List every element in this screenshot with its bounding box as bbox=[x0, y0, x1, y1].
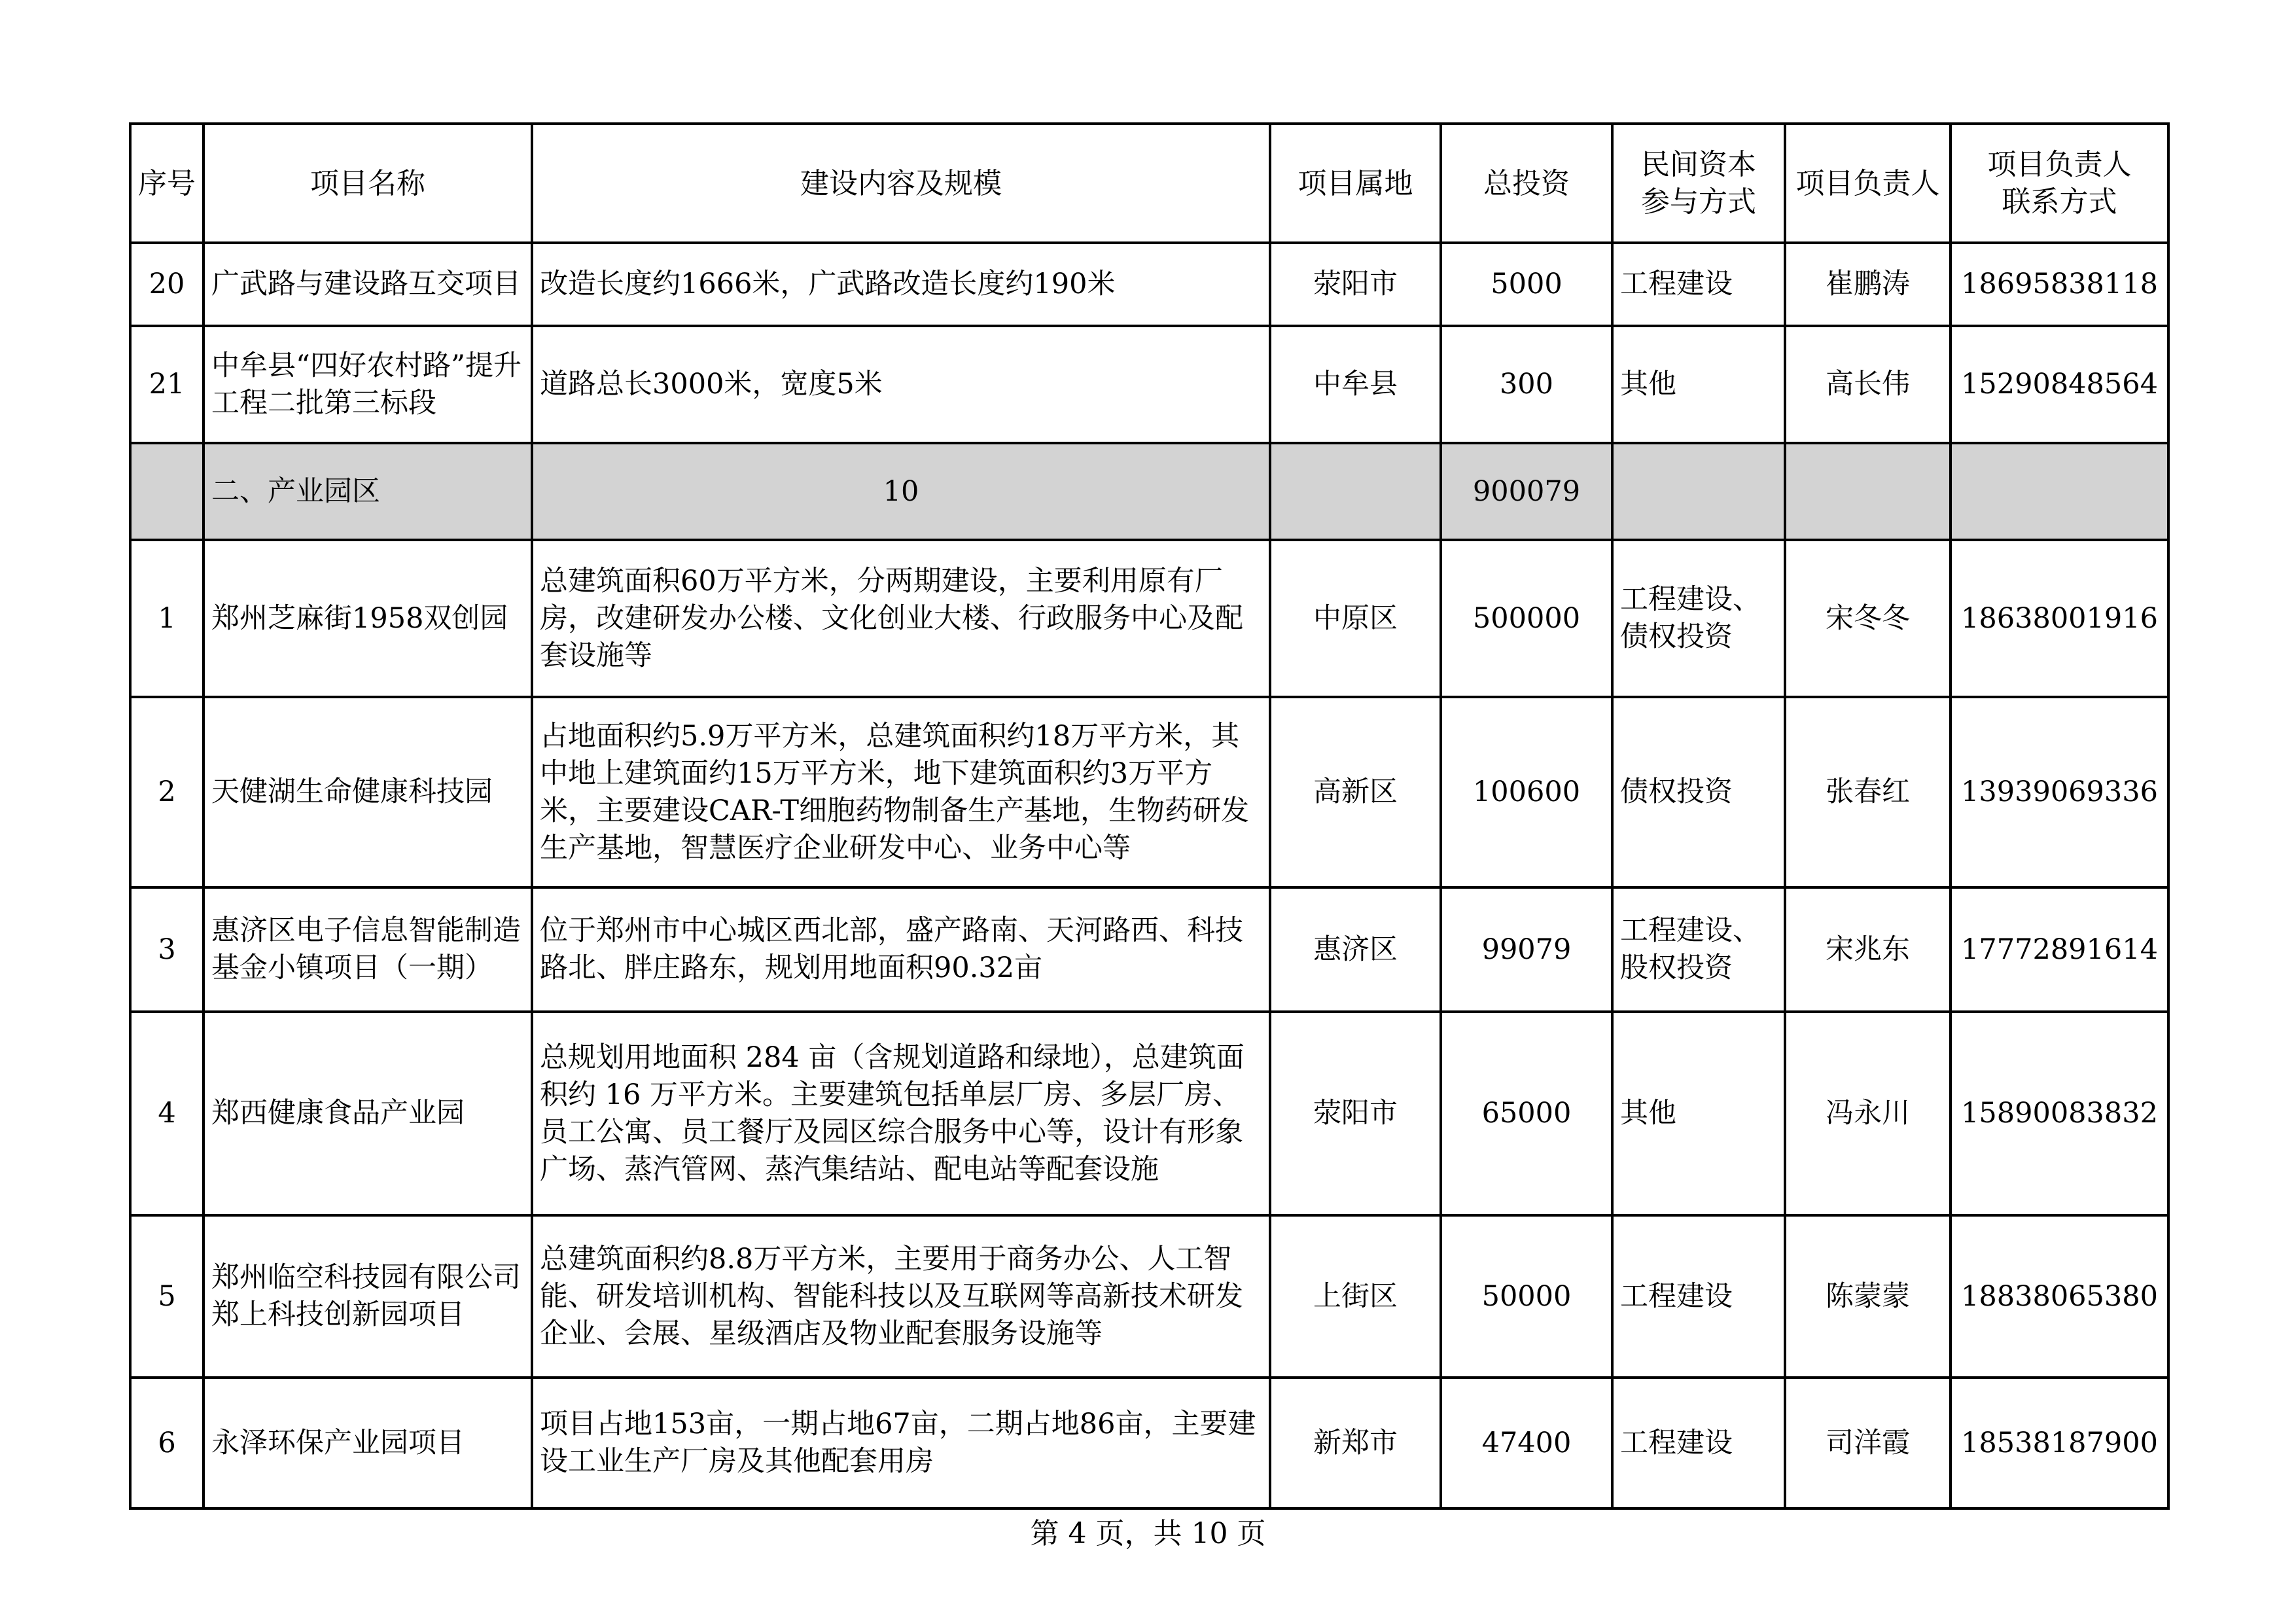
cell-capital: 工程建设、债权投资 bbox=[1612, 540, 1785, 697]
cell-manager: 宋兆东 bbox=[1785, 887, 1951, 1012]
cell-phone: 15290848564 bbox=[1951, 326, 2168, 443]
header-contact bbox=[1951, 124, 2168, 243]
cell-name: 中牟县“四好农村路”提升工程二批第三标段 bbox=[203, 326, 532, 443]
cell-location: 荥阳市 bbox=[1270, 1012, 1441, 1215]
cell-phone: 17772891614 bbox=[1951, 887, 2168, 1012]
header-location: 项目属地 bbox=[1270, 124, 1441, 243]
cell-manager: 司洋霞 bbox=[1785, 1378, 1951, 1508]
cell-seq: 4 bbox=[130, 1012, 203, 1215]
header-seq: 序号 bbox=[130, 124, 203, 243]
cell-name: 惠济区电子信息智能制造基金小镇项目（一期） bbox=[203, 887, 532, 1012]
table-row bbox=[130, 540, 2168, 697]
cell-location: 中牟县 bbox=[1270, 326, 1441, 443]
cell-seq: 5 bbox=[130, 1215, 203, 1378]
header-contact-line2: 联系方式 bbox=[2002, 185, 2117, 219]
cell-investment: 65000 bbox=[1441, 1012, 1612, 1215]
table-row bbox=[130, 1215, 2168, 1378]
cell-investment: 300 bbox=[1441, 326, 1612, 443]
cell-location: 荥阳市 bbox=[1270, 243, 1441, 326]
cell-investment: 99079 bbox=[1441, 887, 1612, 1012]
page-number: 第 4 页，共 10 页 bbox=[1030, 1517, 1266, 1550]
cell-seq: 6 bbox=[130, 1378, 203, 1508]
cell-capital: 工程建设 bbox=[1612, 1378, 1785, 1508]
cell-content: 位于郑州市中心城区西北部，盛产路南、天河路西、科技路北、胖庄路东，规划用地面积90.32亩 bbox=[532, 887, 1270, 1012]
header-content: 建设内容及规模 bbox=[532, 124, 1270, 243]
cell-location: 惠济区 bbox=[1270, 887, 1441, 1012]
cell-name: 郑西健康食品产业园 bbox=[203, 1012, 532, 1215]
cell-seq: 21 bbox=[130, 326, 203, 443]
cell-seq: 1 bbox=[130, 540, 203, 697]
header-contact-line1: 项目负责人 bbox=[1987, 148, 2132, 181]
section-title: 二、产业园区 bbox=[203, 443, 532, 540]
header-capital bbox=[1612, 124, 1785, 243]
cell-name: 郑州临空科技园有限公司郑上科技创新园项目 bbox=[203, 1215, 532, 1378]
section-investment: 900079 bbox=[1441, 443, 1612, 540]
cell-manager: 高长伟 bbox=[1785, 326, 1951, 443]
section-phone-cell bbox=[1951, 443, 2168, 540]
table-row bbox=[130, 1012, 2168, 1215]
cell-phone: 18838065380 bbox=[1951, 1215, 2168, 1378]
cell-manager: 崔鹏涛 bbox=[1785, 243, 1951, 326]
cell-manager: 宋冬冬 bbox=[1785, 540, 1951, 697]
header-name: 项目名称 bbox=[203, 124, 532, 243]
cell-investment: 5000 bbox=[1441, 243, 1612, 326]
cell-content: 总建筑面积约8.8万平方米，主要用于商务办公、人工智能、研发培训机构、智能科技以及互联网等高新技术研发企业、会展、星级酒店及物业配套服务设施等 bbox=[532, 1215, 1270, 1378]
table-row bbox=[130, 887, 2168, 1012]
section-row bbox=[130, 443, 2168, 540]
cell-name: 郑州芝麻街1958双创园 bbox=[203, 540, 532, 697]
cell-content: 占地面积约5.9万平方米，总建筑面积约18万平方米，其中地上建筑面约15万平方米，地下建筑面积约3万平方米，主要建设CAR-T细胞药物制备生产基地，生物药研发生产基地，智慧医疗企业研发中心、业务中心等 bbox=[532, 697, 1270, 887]
header-row bbox=[130, 124, 2168, 243]
table-row bbox=[130, 697, 2168, 887]
cell-investment: 47400 bbox=[1441, 1378, 1612, 1508]
cell-manager: 张春红 bbox=[1785, 697, 1951, 887]
cell-content: 总建筑面积60万平方米，分两期建设，主要利用原有厂房，改建研发办公楼、文化创业大楼、行政服务中心及配套设施等 bbox=[532, 540, 1270, 697]
table-row bbox=[130, 326, 2168, 443]
cell-name: 天健湖生命健康科技园 bbox=[203, 697, 532, 887]
header-investment: 总投资 bbox=[1441, 124, 1612, 243]
cell-location: 上街区 bbox=[1270, 1215, 1441, 1378]
cell-seq: 20 bbox=[130, 243, 203, 326]
project-table bbox=[129, 122, 2170, 1510]
header-manager: 项目负责人 bbox=[1785, 124, 1951, 243]
cell-manager: 冯永川 bbox=[1785, 1012, 1951, 1215]
cell-location: 高新区 bbox=[1270, 697, 1441, 887]
section-count: 10 bbox=[532, 443, 1270, 540]
cell-location: 新郑市 bbox=[1270, 1378, 1441, 1508]
cell-phone: 13939069336 bbox=[1951, 697, 2168, 887]
section-location-cell bbox=[1270, 443, 1441, 540]
cell-investment: 500000 bbox=[1441, 540, 1612, 697]
cell-name: 广武路与建设路互交项目 bbox=[203, 243, 532, 326]
header-capital-line1: 民间资本 bbox=[1641, 148, 1756, 181]
cell-capital: 工程建设 bbox=[1612, 1215, 1785, 1378]
cell-investment: 100600 bbox=[1441, 697, 1612, 887]
section-capital-cell bbox=[1612, 443, 1785, 540]
cell-capital: 工程建设 bbox=[1612, 243, 1785, 326]
cell-phone: 15890083832 bbox=[1951, 1012, 2168, 1215]
cell-capital: 债权投资 bbox=[1612, 697, 1785, 887]
section-manager-cell bbox=[1785, 443, 1951, 540]
table-row bbox=[130, 243, 2168, 326]
cell-content: 总规划用地面积 284 亩（含规划道路和绿地），总建筑面积约 16 万平方米。主要建筑包括单层厂房、多层厂房、员工公寓、员工餐厅及园区综合服务中心等，设计有形象广场、蒸汽管网、蒸汽集结站、配电站等配套设施 bbox=[532, 1012, 1270, 1215]
cell-investment: 50000 bbox=[1441, 1215, 1612, 1378]
cell-content: 道路总长3000米，宽度5米 bbox=[532, 326, 1270, 443]
cell-phone: 18538187900 bbox=[1951, 1378, 2168, 1508]
cell-manager: 陈蒙蒙 bbox=[1785, 1215, 1951, 1378]
cell-capital: 其他 bbox=[1612, 1012, 1785, 1215]
section-seq-cell bbox=[130, 443, 203, 540]
cell-location: 中原区 bbox=[1270, 540, 1441, 697]
cell-name: 永泽环保产业园项目 bbox=[203, 1378, 532, 1508]
header-capital-line2: 参与方式 bbox=[1641, 185, 1756, 219]
cell-capital: 工程建设、股权投资 bbox=[1612, 887, 1785, 1012]
table-row bbox=[130, 1378, 2168, 1508]
cell-seq: 3 bbox=[130, 887, 203, 1012]
cell-seq: 2 bbox=[130, 697, 203, 887]
cell-content: 项目占地153亩，一期占地67亩，二期占地86亩，主要建设工业生产厂房及其他配套用房 bbox=[532, 1378, 1270, 1508]
cell-phone: 18638001916 bbox=[1951, 540, 2168, 697]
cell-phone: 18695838118 bbox=[1951, 243, 2168, 326]
cell-capital: 其他 bbox=[1612, 326, 1785, 443]
cell-content: 改造长度约1666米，广武路改造长度约190米 bbox=[532, 243, 1270, 326]
